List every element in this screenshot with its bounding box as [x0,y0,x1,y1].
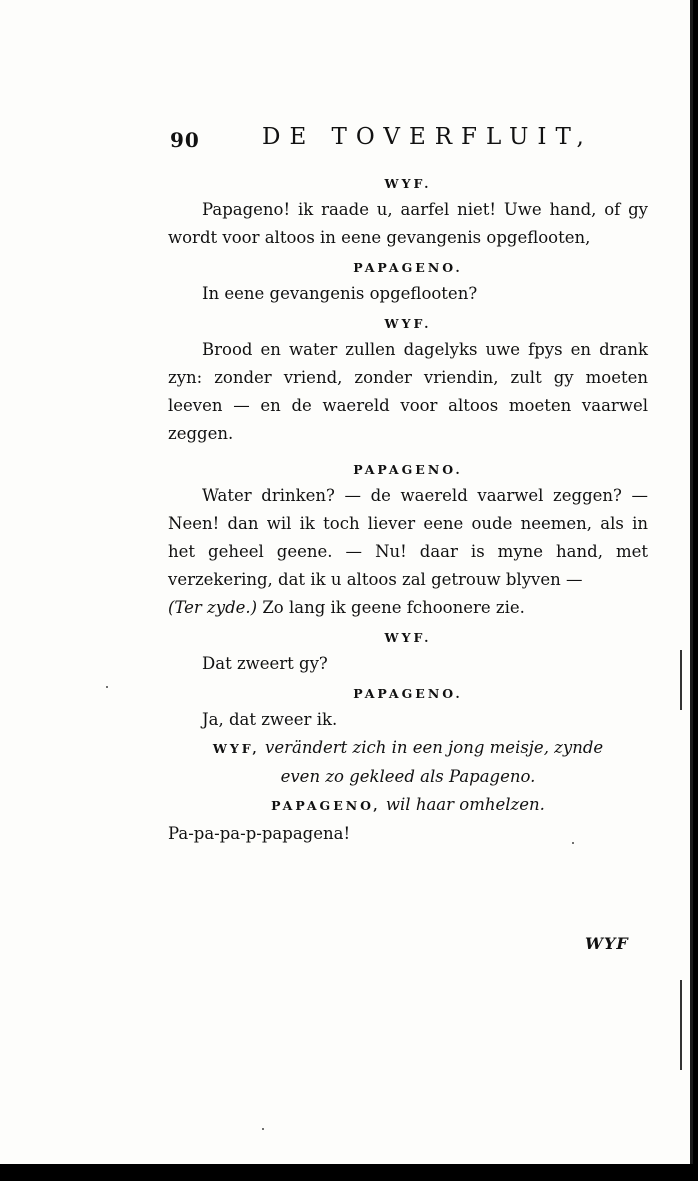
speaker-label: PAPAGENO. [353,462,463,477]
speaker-label: WYF. [384,630,432,645]
page-number: 90 [170,128,200,152]
stage-speaker: WYF, [212,741,260,756]
speech-line: Pa-pa-pa-p-papagena! [168,824,351,843]
stage-direction [168,791,648,820]
speaker-label: WYF. [384,316,432,331]
stage-direction [168,734,648,763]
speech-line: In eene gevangenis opgeflooten? [202,284,478,303]
paper-speck [262,1128,264,1130]
speaker-label: WYF. [384,176,432,191]
speech-line [168,594,648,622]
speech-line: Ja, dat zweer ik. [202,710,338,729]
speaker-label: PAPAGENO. [353,686,463,701]
page-edge-mark [680,650,682,710]
page-header [170,124,630,160]
page-edge-mark [680,980,682,1070]
play-text [168,172,648,848]
paper-speck [106,686,108,688]
stage-speaker: PAPAGENO, [271,798,381,813]
speaker-label: PAPAGENO. [353,260,463,275]
speech-text: Zo lang ik geene fchoonere zie. [257,598,525,617]
running-title: DE TOVERFLUIT, [262,124,593,150]
stage-text: even zo gekleed als Papageno. [280,767,536,786]
speech-line: Dat zweert gy? [202,654,328,673]
aside-direction: (Ter zyde.) [168,598,258,617]
stage-direction [168,763,648,791]
speech-line: Papageno! ik raade u, aarfel niet! Uwe hand, of gy wordt voor altoos in eene gevangenis opgeflooten, [168,200,648,247]
speech-line: Water drinken? — de waereld vaarwel zeggen? — Neen! dan wil ik toch liever eene oude neemen, als in het geheel geene. — Nu! daar is myne hand, met verzekering, dat ik u altoos zal getrouw blyven — [168,486,648,589]
speech-line: Brood en water zullen dagelyks uwe fpys en drank zyn: zonder vriend, zonder vriendin, zult gy moeten leeven — en de waereld voor altoos moeten vaarwel zeggen. [168,340,648,443]
stage-text: wil haar omhelzen. [380,795,545,814]
paper-speck [572,842,574,844]
stage-text: verändert zich in een jong meisje, zynde [259,738,604,757]
catchword: WYF [585,934,629,953]
